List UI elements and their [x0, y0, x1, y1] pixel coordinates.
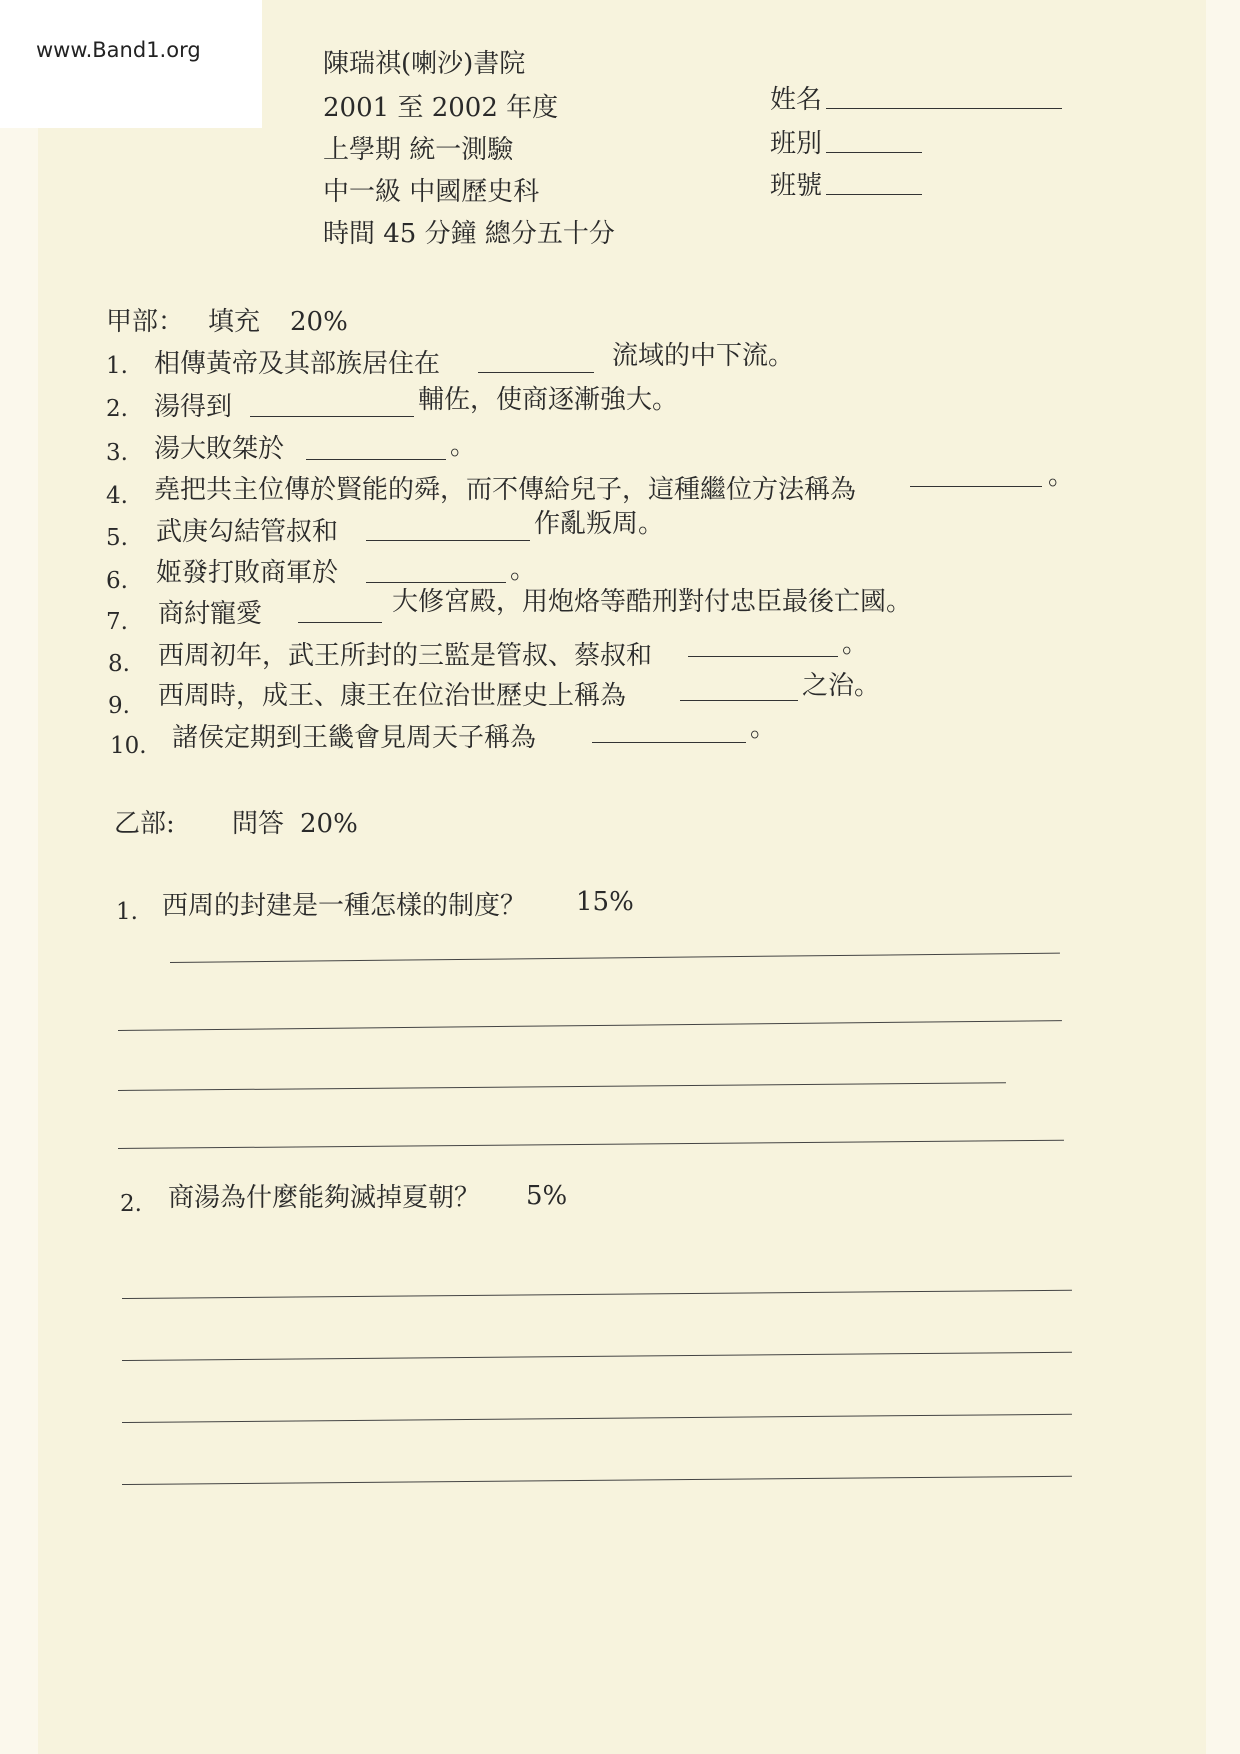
name-label: 姓名: [770, 85, 823, 115]
section-a-percent: 20%: [290, 307, 348, 337]
fill-blank[interactable]: [910, 486, 1042, 487]
watermark-text: www.Band1.org: [36, 38, 201, 62]
question-number: 7.: [106, 609, 128, 635]
fill-blank[interactable]: [366, 540, 530, 541]
question-text-after: 作亂叛周。: [534, 509, 665, 539]
question-text: 西周的封建是一種怎樣的制度？: [162, 891, 527, 921]
question-text-after: 流域的中下流。: [612, 341, 795, 371]
time-marks: 時間 45 分鐘 總分五十分: [323, 219, 615, 249]
fill-blank[interactable]: [366, 582, 506, 583]
question-number: 6.: [106, 568, 128, 594]
question-text-after: 輔佐，使商逐漸強大。: [418, 385, 679, 415]
watermark-box: [0, 0, 262, 128]
question-number: 8.: [108, 651, 130, 677]
question-text-after: 。: [842, 629, 869, 659]
question-text: 武庚勾結管叔和: [156, 517, 339, 547]
subject-title: 中一級 中國歷史科: [323, 177, 540, 207]
question-text: 湯得到: [154, 392, 233, 422]
fill-blank[interactable]: [592, 742, 746, 743]
question-text-after: 。: [1048, 461, 1075, 491]
question-text-after: 大修宮殿，用炮烙等酷刑對付忠臣最後亡國。: [392, 587, 913, 617]
fill-blank[interactable]: [298, 622, 382, 623]
question-number: 2.: [106, 396, 128, 422]
class-blank[interactable]: [826, 152, 922, 153]
question-text: 商湯為什麼能夠滅掉夏朝？: [168, 1183, 481, 1213]
question-number: 2.: [120, 1191, 142, 1217]
question-number: 1.: [106, 353, 128, 379]
question-text: 湯大敗桀於: [154, 434, 285, 464]
question-number: 1.: [116, 899, 138, 925]
school-year: 2001 至 2002 年度: [323, 93, 559, 123]
section-b-label: 乙部:: [114, 809, 175, 839]
class-label: 班別: [770, 129, 823, 159]
question-text: 堯把共主位傳於賢能的舜，而不傳給兒子，這種繼位方法稱為: [154, 475, 857, 505]
question-text: 姬發打敗商軍於: [156, 558, 339, 588]
name-blank[interactable]: [826, 108, 1062, 109]
question-text: 諸侯定期到王畿會見周天子稱為: [172, 723, 537, 753]
question-text: 西周初年，武王所封的三監是管叔、蔡叔和: [158, 641, 653, 671]
exam-paper: [38, 0, 1206, 1754]
question-number: 3.: [106, 440, 128, 466]
exam-title: 上學期 統一測驗: [323, 135, 514, 165]
question-text: 商紂寵愛: [158, 599, 263, 629]
section-b-percent: 20%: [300, 809, 358, 839]
section-a-label: 甲部：: [106, 307, 185, 337]
question-number: 5.: [106, 525, 128, 551]
section-b-title: 問答: [232, 809, 285, 839]
fill-blank[interactable]: [250, 416, 414, 417]
question-number: 4.: [106, 483, 128, 509]
question-number: 9.: [108, 693, 130, 719]
question-text-after: 。: [450, 431, 477, 461]
question-marks: 5%: [526, 1181, 568, 1211]
number-blank[interactable]: [826, 194, 922, 195]
question-marks: 15%: [576, 887, 634, 917]
section-a-title: 填充: [208, 307, 261, 337]
fill-blank[interactable]: [688, 656, 838, 657]
question-text: 相傳黃帝及其部族居住在: [154, 349, 441, 379]
question-text-after: 。: [750, 713, 777, 743]
question-text-after: 之治。: [802, 671, 881, 701]
question-text: 西周時，成王、康王在位治世歷史上稱為: [158, 681, 627, 711]
fill-blank[interactable]: [680, 700, 798, 701]
question-text-after: 。: [510, 555, 537, 585]
question-number: 10.: [110, 733, 147, 759]
fill-blank[interactable]: [478, 372, 594, 373]
fill-blank[interactable]: [306, 459, 446, 460]
school-name: 陳瑞祺(喇沙)書院: [323, 49, 526, 79]
number-label: 班號: [770, 171, 823, 201]
